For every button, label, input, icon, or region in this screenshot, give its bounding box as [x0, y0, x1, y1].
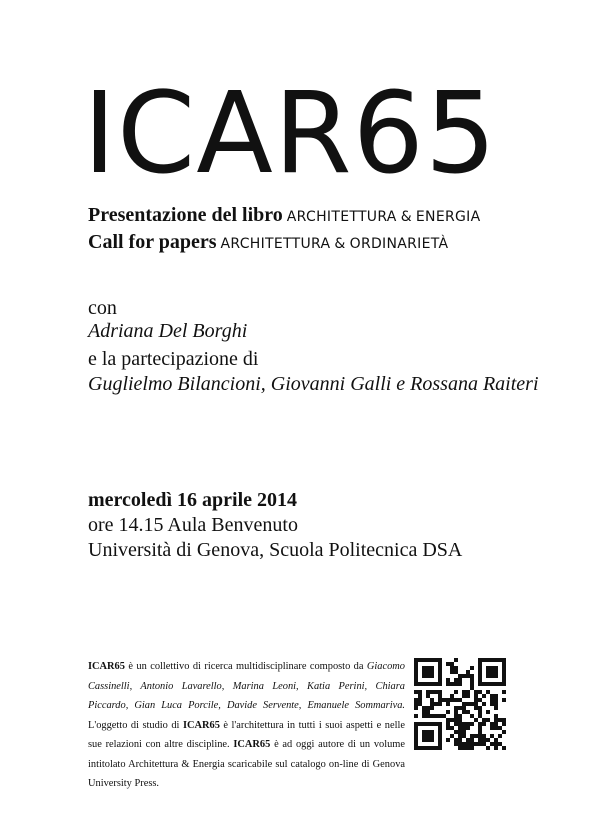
member-list: Giacomo Cassinelli, Antonio Lavarello, Marina Leoni, Katia Perini, Chiara Piccardo, Gian Luca Porcile, Davide Servente, Emanuele Sommariva.: [88, 661, 405, 711]
guest-name: Adriana Del Borghi: [88, 320, 248, 342]
call-for-papers-label: Call for papers: [88, 231, 217, 253]
call-topic-amp: &: [334, 236, 346, 252]
collective-name: ICAR65: [88, 661, 125, 672]
book-title-amp: &: [400, 209, 412, 225]
book-presentation-line: [88, 204, 480, 227]
collective-name: ICAR65: [233, 739, 271, 750]
book-title-part2: ENERGIA: [415, 209, 481, 225]
qr-code-icon: [414, 658, 506, 750]
description-text-3: è l'architettura in tutti i suoi aspetti e nelle sue relazioni con altre discipline.: [88, 719, 405, 750]
poster-title: ICAR65: [83, 69, 498, 199]
collective-description: [88, 657, 405, 794]
description-text-2: L'oggetto di studio di: [88, 719, 183, 731]
participant-names: Guglielmo Bilancioni, Giovanni Galli e Rossana Raiteri: [88, 373, 539, 395]
book-presentation-label: Presentazione del libro: [88, 204, 283, 226]
with-label: con: [88, 297, 117, 319]
description-text-1: è un collettivo di ricerca multidisciplinare composto da: [124, 661, 367, 672]
participation-label: e la partecipazione di: [88, 348, 259, 370]
event-venue: Università di Genova, Scuola Politecnica DSA: [88, 539, 463, 561]
collective-name: ICAR65: [182, 719, 220, 731]
event-date: mercoledì 16 aprile 2014: [88, 489, 298, 511]
book-title-part1: ARCHITETTURA: [286, 209, 397, 225]
event-time-room: ore 14.15 Aula Benvenuto: [88, 514, 298, 536]
call-topic-part2: ORDINARIETÀ: [349, 236, 449, 252]
call-for-papers-line: [88, 231, 448, 254]
description-text-4: è ad oggi autore di un volume intitolato Architettura & Energia scaricabile sul catalogo on-line di Genova University Press.: [88, 739, 405, 789]
call-topic-part1: ARCHITETTURA: [220, 236, 331, 252]
